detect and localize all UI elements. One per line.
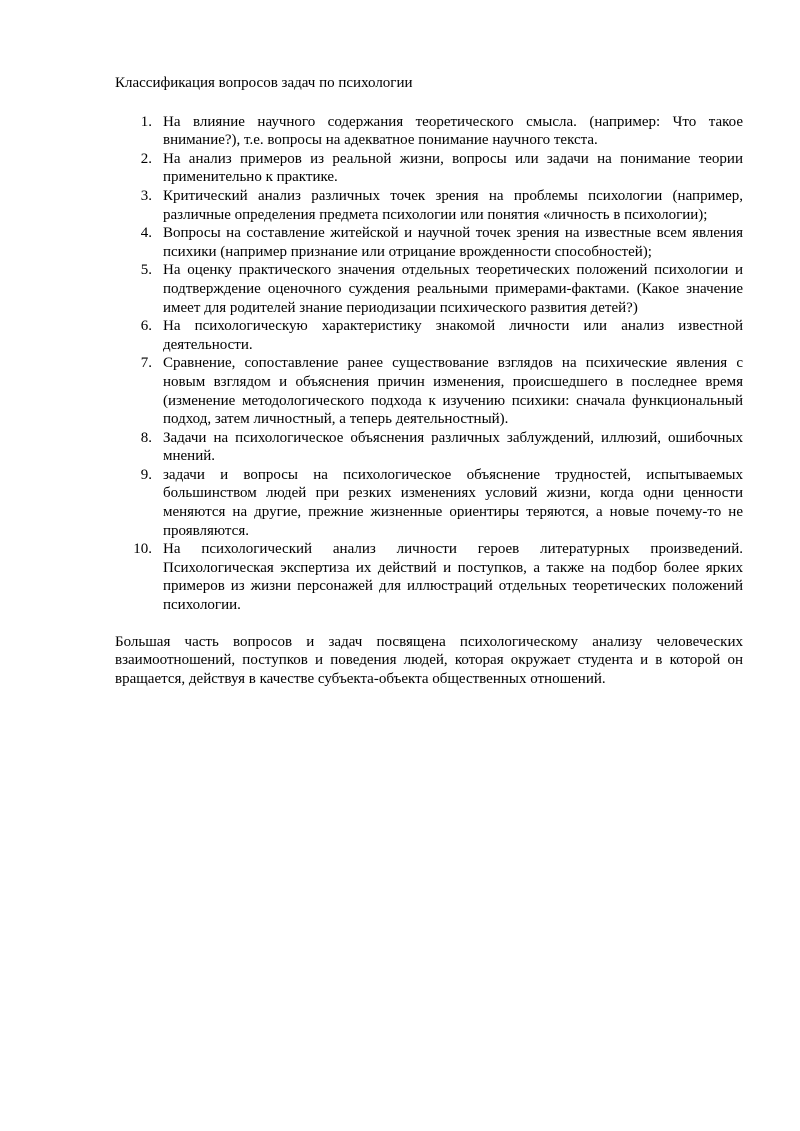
list-item-text: На анализ примеров из реальной жизни, вопросы или задачи на понимание теории применительно к практике. [163, 150, 743, 186]
question-list [115, 113, 743, 615]
list-item-number: 7. [140, 355, 152, 372]
list-item-text: Задачи на психологическое объяснения различных заблуждений, иллюзий, ошибочных мнений. [163, 429, 743, 465]
list-item-text: На психологический анализ личности героев литературных произведений. Психологическая экспертиза их действий и поступков, а также на подбор более ярких примеров из жизни персонажей для иллюстраций отдельных теоретических положений психологии. [163, 541, 743, 614]
list-item-text: На оценку практического значения отдельных теоретических положений психологии и подтверждение оценочного суждения реальными примерами-фактами. (Какое значение имеет для родителей знание периодизации психического развития детей?) [163, 262, 743, 316]
list-item-number: 5. [140, 262, 152, 279]
list-item [115, 429, 743, 466]
list-item [115, 317, 743, 354]
list-item [115, 466, 743, 540]
list-item-text: На психологическую характеристику знакомой личности или анализ известной деятельности. [163, 318, 743, 353]
list-item [115, 113, 743, 150]
list-item-number: 9. [140, 466, 152, 483]
list-item-text: Критический анализ различных точек зрения на проблемы психологии (например, различные определения предмета психологии или понятия «личность в психологии); [163, 187, 743, 223]
list-item-text: Вопросы на составление житейской и научной точек зрения на известные всем явления психики (например признание или отрицание врожденности способностей); [163, 225, 743, 260]
list-item [115, 540, 743, 614]
list-item-number: 8. [140, 429, 152, 446]
list-item-number: 1. [140, 113, 152, 130]
list-item [115, 354, 743, 428]
document-title: Классификация вопросов задач по психологии [115, 75, 413, 91]
list-item-number: 4. [140, 225, 152, 242]
list-item-text: задачи и вопросы на психологическое объяснение трудностей, испытываемых большинством людей при резких изменениях условий жизни, когда одни ценности меняются на другие, прежние жизненные ориентиры теряются, а новые почему-то не проявляются. [163, 466, 743, 539]
list-item-number: 10. [133, 541, 152, 558]
list-item [115, 224, 743, 261]
document-page [115, 74, 743, 688]
list-item-text: Сравнение, сопоставление ранее существование взглядов на психические явления с новым взглядом и объяснения причин изменения, происшедшего в последнее время (изменение методологического подхода к изучению психики: сначала функциональный подход, затем личностный, а теперь деятельностный). [163, 355, 743, 428]
list-item-number: 2. [140, 150, 152, 167]
list-item-text: На влияние научного содержания теоретического смысла. (например: Что такое внимание?), т.е. вопросы на адекватное понимание научного текста. [163, 113, 743, 149]
list-item-number: 6. [140, 318, 152, 335]
list-item [115, 187, 743, 224]
list-item [115, 261, 743, 317]
list-item [115, 150, 743, 187]
summary-paragraph: Большая часть вопросов и задач посвящена психологическому анализу человеческих взаимоотношений, поступков и поведения людей, которая окружает студента и в которой он вращается, действуя в качестве субъекта-объекта общественных отношений. [115, 633, 743, 687]
list-item-number: 3. [140, 187, 152, 204]
